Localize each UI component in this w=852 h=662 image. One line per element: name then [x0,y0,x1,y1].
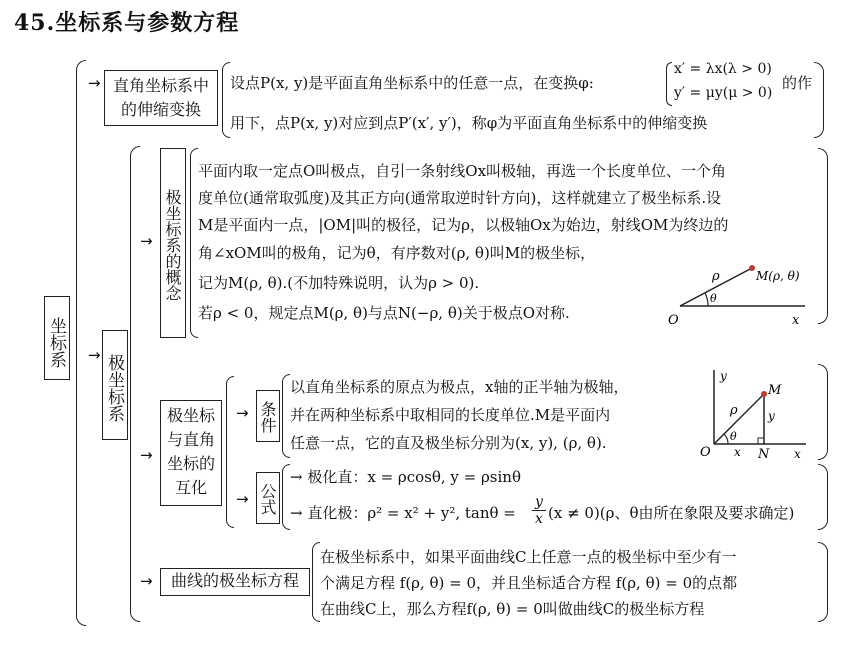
condition-node [256,390,280,442]
curve-line-1: 在极坐标系中，如果平面曲线C上任意一点的极坐标中至少有一 [320,548,737,566]
concept-node [160,148,186,338]
condition-rbrace [818,364,828,460]
fig2-M: M [768,383,782,398]
relation-node [160,400,222,506]
cartesian-line1b: 的作 [782,74,813,92]
curve-label: 曲线的极坐标方程 [170,571,299,590]
fig-rho: ρ [712,269,720,284]
cartesian-label: 直角坐标系中的伸缩变换 [112,76,209,119]
concept-line-5: 记为M(ρ, θ).(不加特殊说明，认为ρ > 0). [198,274,480,292]
fig-theta: θ [710,292,717,305]
concept-line-1: 平面内取一定点O叫极点，自引一条射线Ox叫极轴，再选一个长度单位、一个角 [198,162,727,180]
fig2-x: x [734,445,741,459]
cartesian-brace [222,62,230,138]
cartesian-line1a: 设点P(x, y)是平面直角坐标系中的任意一点，在变换φ: [230,74,594,92]
polar-node [102,330,128,440]
fig-O: O [668,313,679,328]
polar-label: 极坐标系 [104,354,124,422]
fig2-theta: θ [730,430,737,443]
relation-brace [226,376,234,528]
arrow-relation-cond: → [236,404,249,422]
cartesian-node [104,70,218,126]
arrow-polar-concept: → [140,232,153,250]
condition-label: 条件 [258,401,277,433]
concept-line-3: M是平面内一点，|OM|叫的极径，记为ρ，以极轴Ox为始边，射线OM为终边的 [198,216,729,234]
formula-rbrace [818,464,828,530]
arrow-root-polar: → [88,346,101,364]
arrow-root-cartesian: → [88,74,101,92]
formula-frac-den: x [535,511,543,527]
fig2-ylab: y [768,409,775,423]
concept-line-6: 若ρ < 0，规定点M(ρ, θ)与点N(−ρ, θ)关于极点O对称. [198,304,570,322]
fig-x: x [792,313,800,328]
polar-brace [130,146,140,622]
transform-eq2: y′ = μy(μ > 0) [674,85,773,101]
condition-line-1: 以直角坐标系的原点为极点，x轴的正半轴为极轴， [290,378,629,396]
formula-node [256,472,280,524]
concept-brace [190,148,198,338]
arrow-relation-formula: → [236,490,249,508]
formula-brace [282,464,290,530]
concept-line-4: 角∠xOM叫的极角，记为θ，有序数对(ρ, θ)叫M的极坐标， [198,244,596,262]
polar-concept-figure [660,258,810,332]
root-label: 坐标系 [46,316,66,368]
transform-eq1: x′ = λx(λ > 0) [674,61,772,77]
fig2-rho: ρ [730,403,738,418]
arrow-polar-curve: → [140,572,153,590]
cartesian-rbrace [814,62,824,138]
arrow-polar-relation: → [140,446,153,464]
curve-brace [312,542,320,622]
fig-M: M(ρ, θ) [756,269,800,283]
concept-line-2: 度单位(通常取弧度)及其正方向(通常取逆时针方向)，这样就建立了极坐标系.设 [198,189,722,207]
curve-line-2: 个满足方程 f(ρ, θ) = 0，并且坐标适合方程 f(ρ, θ) = 0的点都 [320,574,738,592]
transform-brace [666,62,672,106]
fig2-xaxis: x [794,447,801,461]
relation-label: 极坐标与直角坐标的互化 [166,406,215,497]
polar-relation-figure [688,364,812,462]
concept-label: 极坐标系的概念 [163,189,182,301]
fig2-O: O [700,445,711,460]
condition-brace [282,374,290,458]
cartesian-line2: 用下，点P(x, y)对应到点P′(x′, y′)，称φ为平面直角坐标系中的伸缩变换 [230,114,708,132]
root-brace [76,60,86,626]
root-node [44,296,70,380]
fig2-yaxis: y [720,369,727,383]
formula-label: 公式 [258,483,277,515]
formula-2a: → 直化极：ρ² = x² + y², tanθ = [290,504,516,522]
page-title: 45.坐标系与参数方程 [14,10,240,36]
formula-frac-num: y [532,494,546,511]
curve-line-3: 在曲线C上，那么方程f(ρ, θ) = 0叫做曲线C的极坐标方程 [320,600,705,618]
curve-node [160,568,310,596]
fig2-N: N [758,447,770,462]
formula-frac [532,494,546,527]
formula-2b: (x ≠ 0)(ρ、θ由所在象限及要求确定) [548,504,795,522]
formula-1: → 极化直：x = ρcosθ, y = ρsinθ [290,468,521,486]
curve-rbrace [818,542,828,622]
condition-line-3: 任意一点，它的直及极坐标分别为(x, y), (ρ, θ). [290,434,607,452]
condition-line-2: 并在两种坐标系中取相同的长度单位.M是平面内 [290,406,611,424]
concept-rbrace [818,148,828,324]
